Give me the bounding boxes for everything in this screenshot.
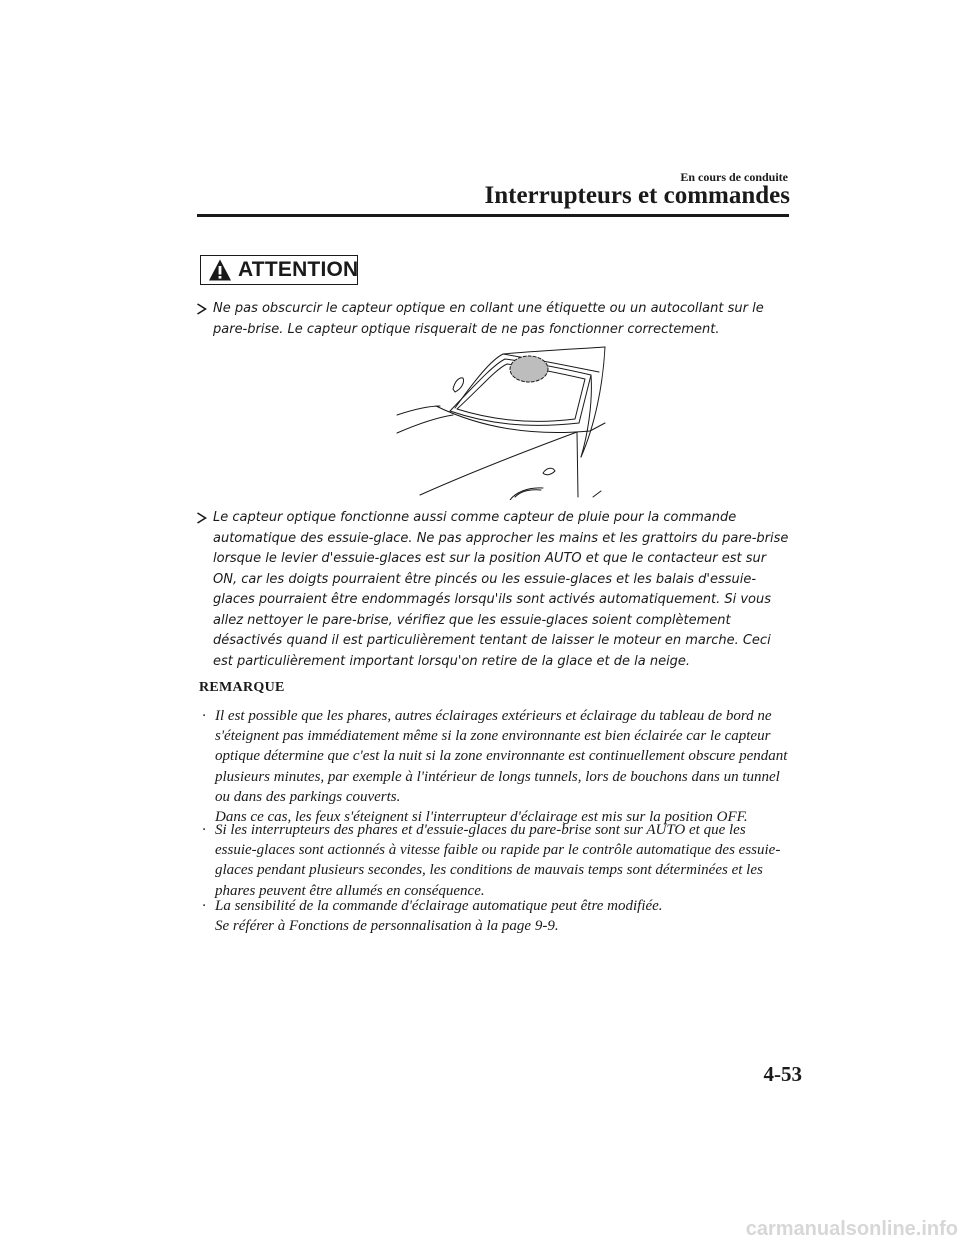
note-item xyxy=(199,896,791,936)
arrow-right-icon xyxy=(196,299,207,319)
header-rule xyxy=(197,214,789,217)
chapter-title: Interrupteurs et commandes xyxy=(484,182,790,209)
warning-item xyxy=(196,299,790,340)
section-title: En cours de conduite xyxy=(680,170,788,184)
watermark: carmanualsonline.info xyxy=(745,1218,958,1240)
warning-text: Le capteur optique fonctionne aussi comme capteur de pluie pour la commande automatique des essuie-glace. Ne pas approcher les mains et les grattoirs du pare-brise lorsque le levier d'essuie-glaces est sur la position AUTO et que le contacteur est sur ON, car les doigts pourraient être pincés ou les essuie-glaces et les balais d'essuie-glaces pourraient être endommagés lorsqu'ils sont activés automatiquement. Si vous allez nettoyer le pare-brise, vérifiez que les essuie-glaces soient complètement désactivés quand il est particulièrement tentant de laisser le moteur en marche. Ceci est particulièrement important lorsqu'on retire de la glace et de la neige. xyxy=(213,510,789,669)
page-number: 4-53 xyxy=(763,1062,802,1086)
bullet: · xyxy=(202,898,206,914)
note-heading: REMARQUE xyxy=(199,680,285,695)
note-text: Il est possible que les phares, autres éclairages extérieurs et éclairage du tableau de bord ne s'éteignent pas immédiatement même si la zone environnante est bien éclairée car le capteur optique détermine que c'est la nuit si la zone environnante est continuellement obscure pendant plusieurs minutes, par exemple à l'intérieur de longs tunnels, lors de bouchons dans un tunnel ou dans des parkings couverts. xyxy=(215,708,788,805)
warning-item xyxy=(196,508,790,672)
note-continuation: Dans ce cas, les feux s'éteignent si l'interrupteur d'éclairage est mis sur la position OFF. xyxy=(215,809,748,826)
arrow-right-icon xyxy=(196,508,207,528)
windshield-sensor-illustration xyxy=(395,345,610,500)
attention-label: ATTENTION xyxy=(238,258,359,281)
warning-triangle-icon xyxy=(208,258,232,282)
note-text: Si les interrupteurs des phares et d'essuie-glaces du pare-brise sont sur AUTO et que les essuie-glaces sont actionnés à vitesse faible ou rapide par le contrôle automatique des essuie-glaces pendant plusieurs secondes, les conditions de mauvais temps sont déterminées et les phares peuvent être allumés en conséquence. xyxy=(215,822,781,899)
note-item xyxy=(199,706,791,827)
warning-text: Ne pas obscurcir le capteur optique en collant une étiquette ou un autocollant sur le pare-brise. Le capteur optique risquerait de ne pas fonctionner correctement. xyxy=(213,301,764,337)
attention-banner xyxy=(200,255,358,285)
note-item xyxy=(199,820,791,901)
note-text: La sensibilité de la commande d'éclairage automatique peut être modifiée. xyxy=(215,898,663,914)
bullet: · xyxy=(202,708,206,724)
bullet: · xyxy=(202,822,206,838)
note-continuation: Se référer à Fonctions de personnalisation à la page 9-9. xyxy=(215,918,559,935)
